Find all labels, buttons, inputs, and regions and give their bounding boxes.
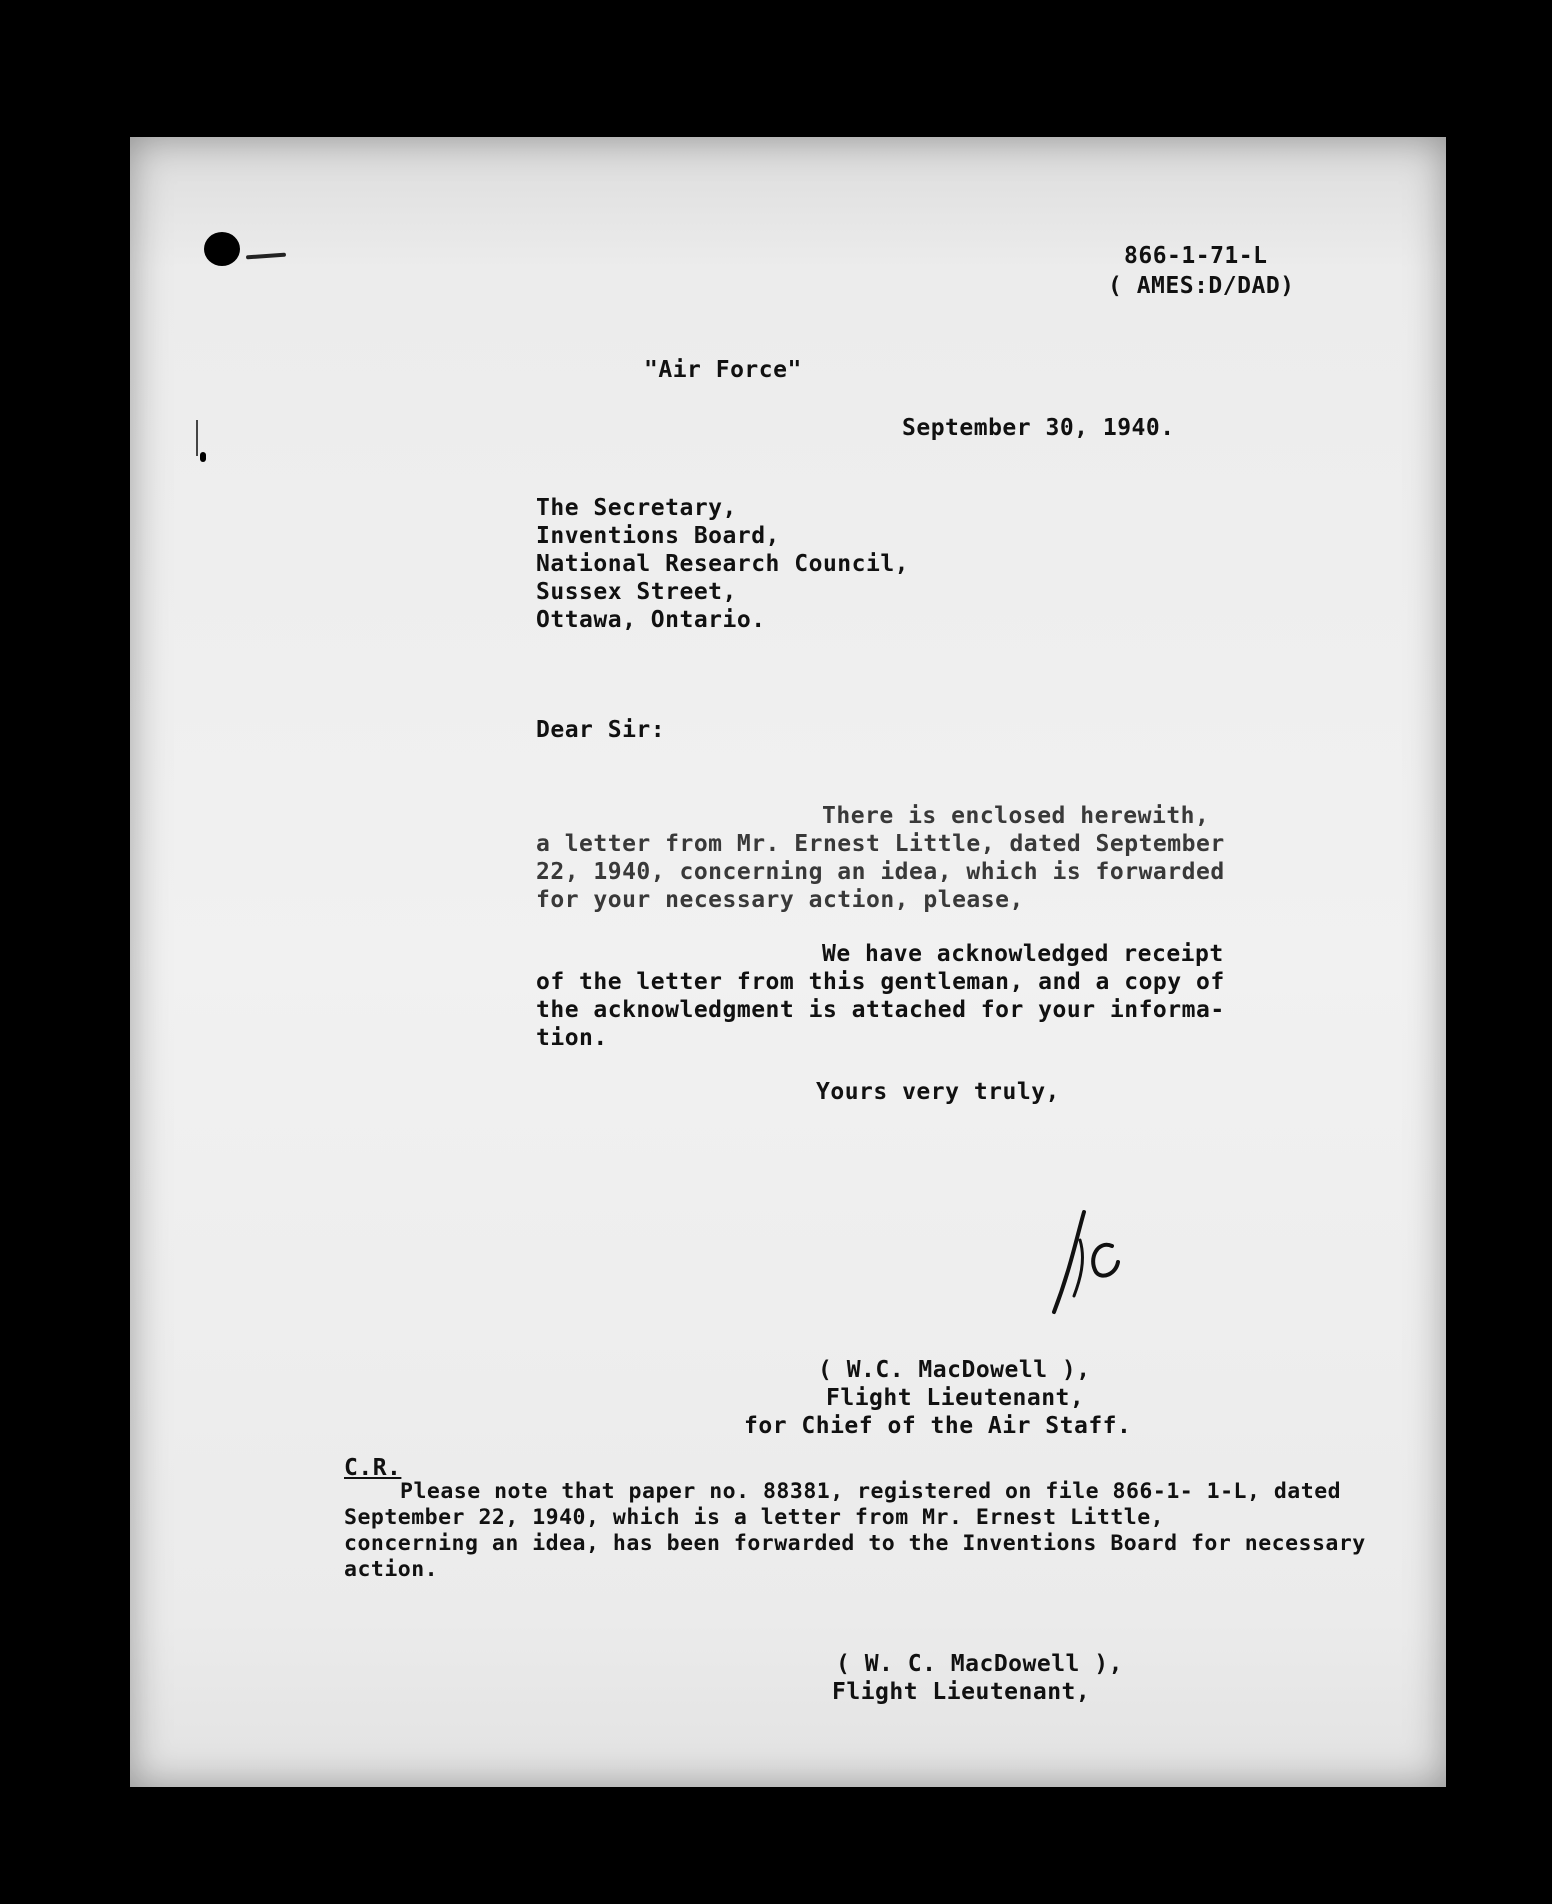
cr-line: Please note that paper no. 88381, registered on file 866-1- 1-L, dated — [400, 1479, 1342, 1504]
cr-line: concerning an idea, has been forwarded to the Inventions Board for necessary — [344, 1531, 1366, 1556]
signatory-name: ( W.C. MacDowell ), — [818, 1357, 1091, 1383]
body-line: a letter from Mr. Ernest Little, dated September — [536, 831, 1225, 857]
recipient-line: Ottawa, Ontario. — [536, 607, 766, 633]
file-code: ( AMES:D/DAD) — [1108, 273, 1295, 299]
body-line: There is enclosed herewith, — [822, 803, 1210, 829]
body-line: 22, 1940, concerning an idea, which is forwarded — [536, 859, 1225, 885]
body-line: of the letter from this gentleman, and a copy of — [536, 969, 1225, 995]
cr-signatory-name: ( W. C. MacDowell ), — [836, 1651, 1123, 1677]
salutation: Dear Sir: — [536, 717, 666, 743]
margin-mark — [196, 420, 204, 456]
recipient-line: Sussex Street, — [536, 579, 737, 605]
cr-line: action. — [344, 1557, 439, 1582]
closing: Yours very truly, — [816, 1079, 1060, 1105]
recipient-line: The Secretary, — [536, 495, 737, 521]
recipient-line: Inventions Board, — [536, 523, 780, 549]
recipient-line: National Research Council, — [536, 551, 910, 577]
body-line: tion. — [536, 1025, 608, 1051]
signatory-for: for Chief of the Air Staff. — [744, 1413, 1132, 1439]
signatory-rank: Flight Lieutenant, — [826, 1385, 1085, 1411]
file-number: 866-1-71-L — [1124, 243, 1268, 269]
letter-date: September 30, 1940. — [902, 415, 1175, 441]
document-title: "Air Force" — [644, 357, 802, 383]
body-line: the acknowledgment is attached for your informa- — [536, 997, 1225, 1023]
body-line: for your necessary action, please, — [536, 887, 1024, 913]
body-line: We have acknowledged receipt — [822, 941, 1224, 967]
punch-hole — [204, 232, 240, 266]
handwritten-initials — [1040, 1200, 1130, 1320]
cr-heading: C.R. — [344, 1455, 402, 1481]
margin-dot — [200, 452, 206, 462]
cr-signatory-rank: Flight Lieutenant, — [832, 1679, 1091, 1705]
cr-line: September 22, 1940, which is a letter from Mr. Ernest Little, — [344, 1505, 1165, 1530]
